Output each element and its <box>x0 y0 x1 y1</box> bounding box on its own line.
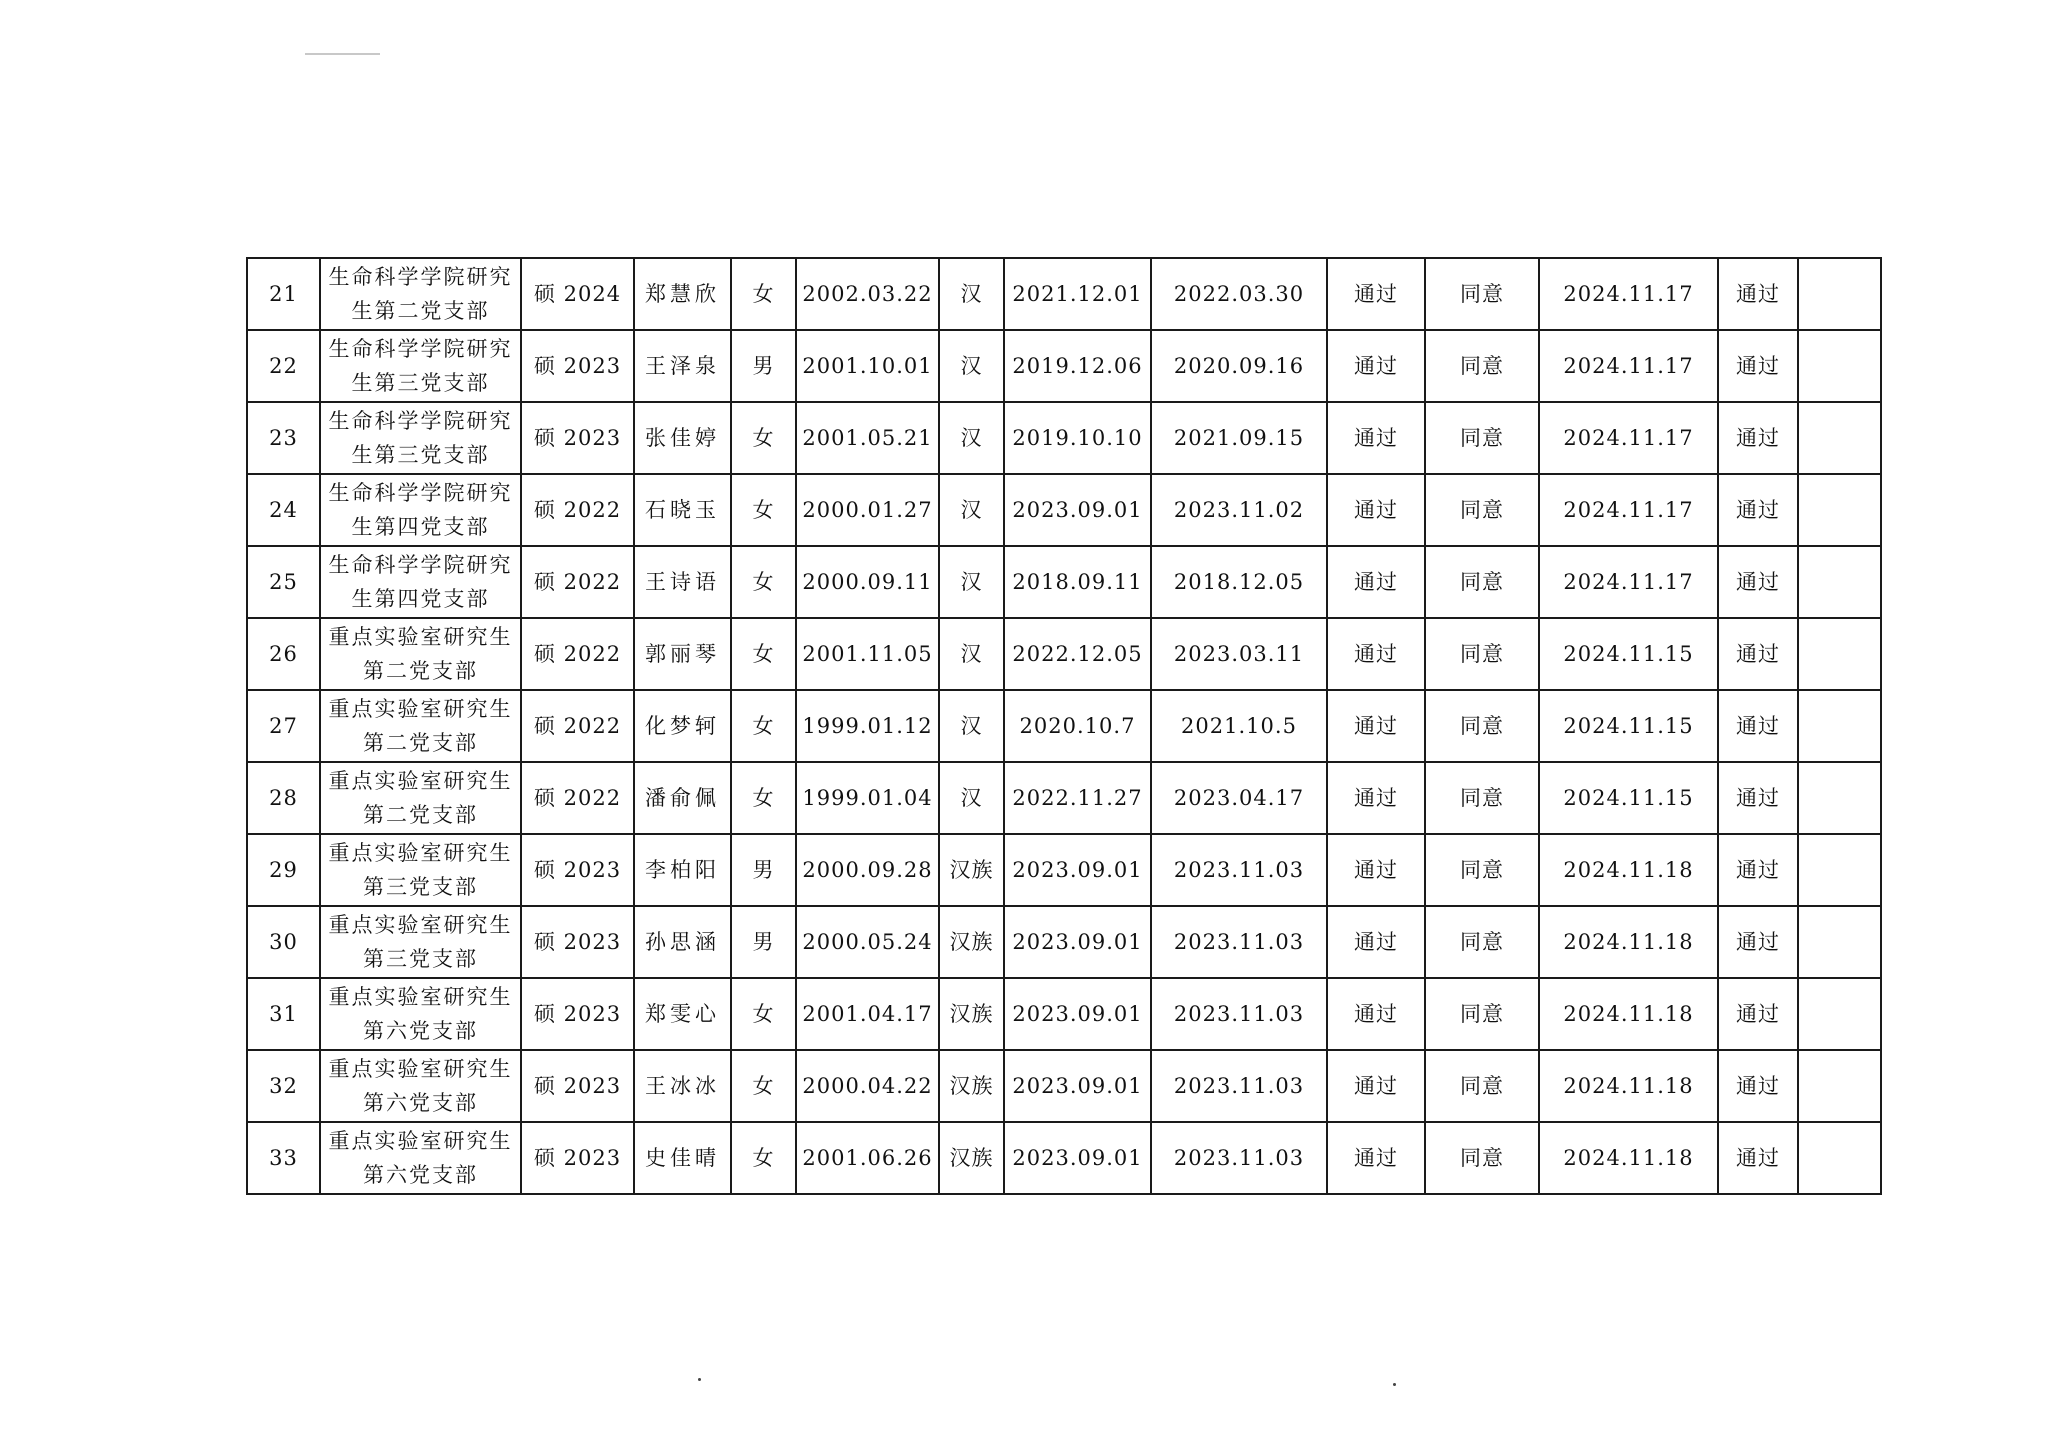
application-date: 2023.09.01 <box>1004 1122 1151 1194</box>
ethnicity: 汉 <box>939 618 1004 690</box>
birth-date: 2002.03.22 <box>796 258 939 330</box>
review-status: 通过 <box>1327 1050 1425 1122</box>
student-name: 郑雯心 <box>634 978 731 1050</box>
table-row <box>247 978 1881 1050</box>
grade: 硕 2023 <box>521 834 634 906</box>
opinion: 同意 <box>1425 978 1539 1050</box>
note <box>1798 1050 1881 1122</box>
ethnicity: 汉族 <box>939 978 1004 1050</box>
table-row <box>247 402 1881 474</box>
table-row <box>247 618 1881 690</box>
table-row <box>247 762 1881 834</box>
activist-date: 2023.11.03 <box>1151 978 1327 1050</box>
student-name: 王诗语 <box>634 546 731 618</box>
result: 通过 <box>1718 762 1798 834</box>
application-date: 2023.09.01 <box>1004 834 1151 906</box>
opinion: 同意 <box>1425 690 1539 762</box>
note <box>1798 402 1881 474</box>
row-number: 27 <box>247 690 320 762</box>
note <box>1798 834 1881 906</box>
row-number: 30 <box>247 906 320 978</box>
meeting-date: 2024.11.17 <box>1539 258 1718 330</box>
grade: 硕 2024 <box>521 258 634 330</box>
activist-date: 2023.11.03 <box>1151 834 1327 906</box>
opinion: 同意 <box>1425 330 1539 402</box>
row-number: 33 <box>247 1122 320 1194</box>
sex: 女 <box>731 546 796 618</box>
grade: 硕 2022 <box>521 618 634 690</box>
review-status: 通过 <box>1327 978 1425 1050</box>
meeting-date: 2024.11.15 <box>1539 762 1718 834</box>
sex: 女 <box>731 762 796 834</box>
note <box>1798 690 1881 762</box>
result: 通过 <box>1718 618 1798 690</box>
application-date: 2023.09.01 <box>1004 1050 1151 1122</box>
sex: 女 <box>731 690 796 762</box>
meeting-date: 2024.11.17 <box>1539 402 1718 474</box>
roster-body <box>247 258 1881 1194</box>
party-branch: 重点实验室研究生第二党支部 <box>320 762 521 834</box>
party-branch: 重点实验室研究生第六党支部 <box>320 978 521 1050</box>
grade: 硕 2023 <box>521 330 634 402</box>
birth-date: 2001.05.21 <box>796 402 939 474</box>
grade: 硕 2022 <box>521 690 634 762</box>
student-name: 史佳晴 <box>634 1122 731 1194</box>
student-name: 王冰冰 <box>634 1050 731 1122</box>
note <box>1798 618 1881 690</box>
party-branch: 重点实验室研究生第二党支部 <box>320 618 521 690</box>
opinion: 同意 <box>1425 258 1539 330</box>
review-status: 通过 <box>1327 402 1425 474</box>
note <box>1798 906 1881 978</box>
row-number: 23 <box>247 402 320 474</box>
table-row <box>247 906 1881 978</box>
activist-date: 2021.10.5 <box>1151 690 1327 762</box>
application-date: 2020.10.7 <box>1004 690 1151 762</box>
review-status: 通过 <box>1327 834 1425 906</box>
review-status: 通过 <box>1327 618 1425 690</box>
ethnicity: 汉 <box>939 330 1004 402</box>
activist-date: 2023.11.03 <box>1151 906 1327 978</box>
student-name: 孙思涵 <box>634 906 731 978</box>
result: 通过 <box>1718 546 1798 618</box>
student-name: 潘俞佩 <box>634 762 731 834</box>
student-name: 李柏阳 <box>634 834 731 906</box>
note <box>1798 474 1881 546</box>
student-name: 化梦轲 <box>634 690 731 762</box>
sex: 女 <box>731 402 796 474</box>
application-date: 2022.11.27 <box>1004 762 1151 834</box>
table-row <box>247 258 1881 330</box>
activist-date: 2023.11.02 <box>1151 474 1327 546</box>
birth-date: 2001.06.26 <box>796 1122 939 1194</box>
result: 通过 <box>1718 402 1798 474</box>
party-branch: 生命科学学院研究生第四党支部 <box>320 546 521 618</box>
sex: 女 <box>731 258 796 330</box>
ethnicity: 汉 <box>939 402 1004 474</box>
sex: 男 <box>731 834 796 906</box>
opinion: 同意 <box>1425 762 1539 834</box>
meeting-date: 2024.11.18 <box>1539 978 1718 1050</box>
review-status: 通过 <box>1327 474 1425 546</box>
application-date: 2023.09.01 <box>1004 906 1151 978</box>
birth-date: 1999.01.04 <box>796 762 939 834</box>
result: 通过 <box>1718 906 1798 978</box>
scan-speck <box>698 1378 701 1381</box>
result: 通过 <box>1718 258 1798 330</box>
activist-date: 2023.11.03 <box>1151 1122 1327 1194</box>
ethnicity: 汉族 <box>939 834 1004 906</box>
birth-date: 2001.04.17 <box>796 978 939 1050</box>
grade: 硕 2023 <box>521 906 634 978</box>
student-name: 郑慧欣 <box>634 258 731 330</box>
result: 通过 <box>1718 1050 1798 1122</box>
application-date: 2023.09.01 <box>1004 978 1151 1050</box>
application-date: 2019.10.10 <box>1004 402 1151 474</box>
activist-date: 2023.11.03 <box>1151 1050 1327 1122</box>
review-status: 通过 <box>1327 330 1425 402</box>
sex: 女 <box>731 474 796 546</box>
meeting-date: 2024.11.18 <box>1539 1050 1718 1122</box>
note <box>1798 546 1881 618</box>
ethnicity: 汉 <box>939 690 1004 762</box>
party-branch: 生命科学学院研究生第三党支部 <box>320 402 521 474</box>
opinion: 同意 <box>1425 1122 1539 1194</box>
roster-table <box>246 257 1882 1195</box>
note <box>1798 762 1881 834</box>
student-name: 张佳婷 <box>634 402 731 474</box>
row-number: 21 <box>247 258 320 330</box>
meeting-date: 2024.11.15 <box>1539 690 1718 762</box>
activist-date: 2021.09.15 <box>1151 402 1327 474</box>
application-date: 2021.12.01 <box>1004 258 1151 330</box>
party-branch: 重点实验室研究生第三党支部 <box>320 906 521 978</box>
sex: 女 <box>731 1122 796 1194</box>
ethnicity: 汉 <box>939 474 1004 546</box>
student-name: 郭丽琴 <box>634 618 731 690</box>
row-number: 25 <box>247 546 320 618</box>
application-date: 2018.09.11 <box>1004 546 1151 618</box>
result: 通过 <box>1718 978 1798 1050</box>
birth-date: 2001.11.05 <box>796 618 939 690</box>
opinion: 同意 <box>1425 546 1539 618</box>
scan-artifact-line <box>305 53 380 55</box>
review-status: 通过 <box>1327 690 1425 762</box>
review-status: 通过 <box>1327 906 1425 978</box>
application-date: 2019.12.06 <box>1004 330 1151 402</box>
party-branch: 重点实验室研究生第三党支部 <box>320 834 521 906</box>
birth-date: 2000.09.11 <box>796 546 939 618</box>
party-branch: 重点实验室研究生第六党支部 <box>320 1122 521 1194</box>
party-branch: 生命科学学院研究生第三党支部 <box>320 330 521 402</box>
ethnicity: 汉 <box>939 258 1004 330</box>
birth-date: 2000.09.28 <box>796 834 939 906</box>
activist-date: 2020.09.16 <box>1151 330 1327 402</box>
opinion: 同意 <box>1425 1050 1539 1122</box>
review-status: 通过 <box>1327 258 1425 330</box>
result: 通过 <box>1718 474 1798 546</box>
application-date: 2022.12.05 <box>1004 618 1151 690</box>
sex: 女 <box>731 978 796 1050</box>
row-number: 26 <box>247 618 320 690</box>
note <box>1798 258 1881 330</box>
ethnicity: 汉族 <box>939 1122 1004 1194</box>
activist-date: 2018.12.05 <box>1151 546 1327 618</box>
ethnicity: 汉 <box>939 546 1004 618</box>
ethnicity: 汉族 <box>939 1050 1004 1122</box>
grade: 硕 2023 <box>521 1122 634 1194</box>
opinion: 同意 <box>1425 834 1539 906</box>
party-branch: 重点实验室研究生第二党支部 <box>320 690 521 762</box>
review-status: 通过 <box>1327 1122 1425 1194</box>
meeting-date: 2024.11.18 <box>1539 834 1718 906</box>
note <box>1798 978 1881 1050</box>
scan-speck <box>1393 1383 1396 1386</box>
meeting-date: 2024.11.17 <box>1539 474 1718 546</box>
party-branch: 生命科学学院研究生第四党支部 <box>320 474 521 546</box>
sex: 女 <box>731 618 796 690</box>
result: 通过 <box>1718 690 1798 762</box>
result: 通过 <box>1718 834 1798 906</box>
birth-date: 2000.04.22 <box>796 1050 939 1122</box>
meeting-date: 2024.11.18 <box>1539 906 1718 978</box>
activist-date: 2023.04.17 <box>1151 762 1327 834</box>
row-number: 24 <box>247 474 320 546</box>
birth-date: 2000.05.24 <box>796 906 939 978</box>
birth-date: 2000.01.27 <box>796 474 939 546</box>
grade: 硕 2022 <box>521 546 634 618</box>
ethnicity: 汉族 <box>939 906 1004 978</box>
row-number: 31 <box>247 978 320 1050</box>
table-row <box>247 474 1881 546</box>
application-date: 2023.09.01 <box>1004 474 1151 546</box>
grade: 硕 2022 <box>521 474 634 546</box>
activist-date: 2022.03.30 <box>1151 258 1327 330</box>
party-branch: 生命科学学院研究生第二党支部 <box>320 258 521 330</box>
table-row <box>247 330 1881 402</box>
table-row <box>247 1050 1881 1122</box>
ethnicity: 汉 <box>939 762 1004 834</box>
meeting-date: 2024.11.15 <box>1539 618 1718 690</box>
opinion: 同意 <box>1425 474 1539 546</box>
row-number: 29 <box>247 834 320 906</box>
note <box>1798 1122 1881 1194</box>
sex: 男 <box>731 330 796 402</box>
sex: 男 <box>731 906 796 978</box>
review-status: 通过 <box>1327 546 1425 618</box>
meeting-date: 2024.11.17 <box>1539 546 1718 618</box>
row-number: 32 <box>247 1050 320 1122</box>
opinion: 同意 <box>1425 906 1539 978</box>
student-name: 石晓玉 <box>634 474 731 546</box>
table-row <box>247 546 1881 618</box>
meeting-date: 2024.11.18 <box>1539 1122 1718 1194</box>
result: 通过 <box>1718 1122 1798 1194</box>
birth-date: 1999.01.12 <box>796 690 939 762</box>
grade: 硕 2023 <box>521 402 634 474</box>
grade: 硕 2023 <box>521 1050 634 1122</box>
opinion: 同意 <box>1425 618 1539 690</box>
meeting-date: 2024.11.17 <box>1539 330 1718 402</box>
opinion: 同意 <box>1425 402 1539 474</box>
result: 通过 <box>1718 330 1798 402</box>
table-row <box>247 1122 1881 1194</box>
sex: 女 <box>731 1050 796 1122</box>
row-number: 22 <box>247 330 320 402</box>
table-row <box>247 834 1881 906</box>
grade: 硕 2022 <box>521 762 634 834</box>
note <box>1798 330 1881 402</box>
party-branch: 重点实验室研究生第六党支部 <box>320 1050 521 1122</box>
student-name: 王泽泉 <box>634 330 731 402</box>
activist-date: 2023.03.11 <box>1151 618 1327 690</box>
review-status: 通过 <box>1327 762 1425 834</box>
table-row <box>247 690 1881 762</box>
row-number: 28 <box>247 762 320 834</box>
grade: 硕 2023 <box>521 978 634 1050</box>
birth-date: 2001.10.01 <box>796 330 939 402</box>
